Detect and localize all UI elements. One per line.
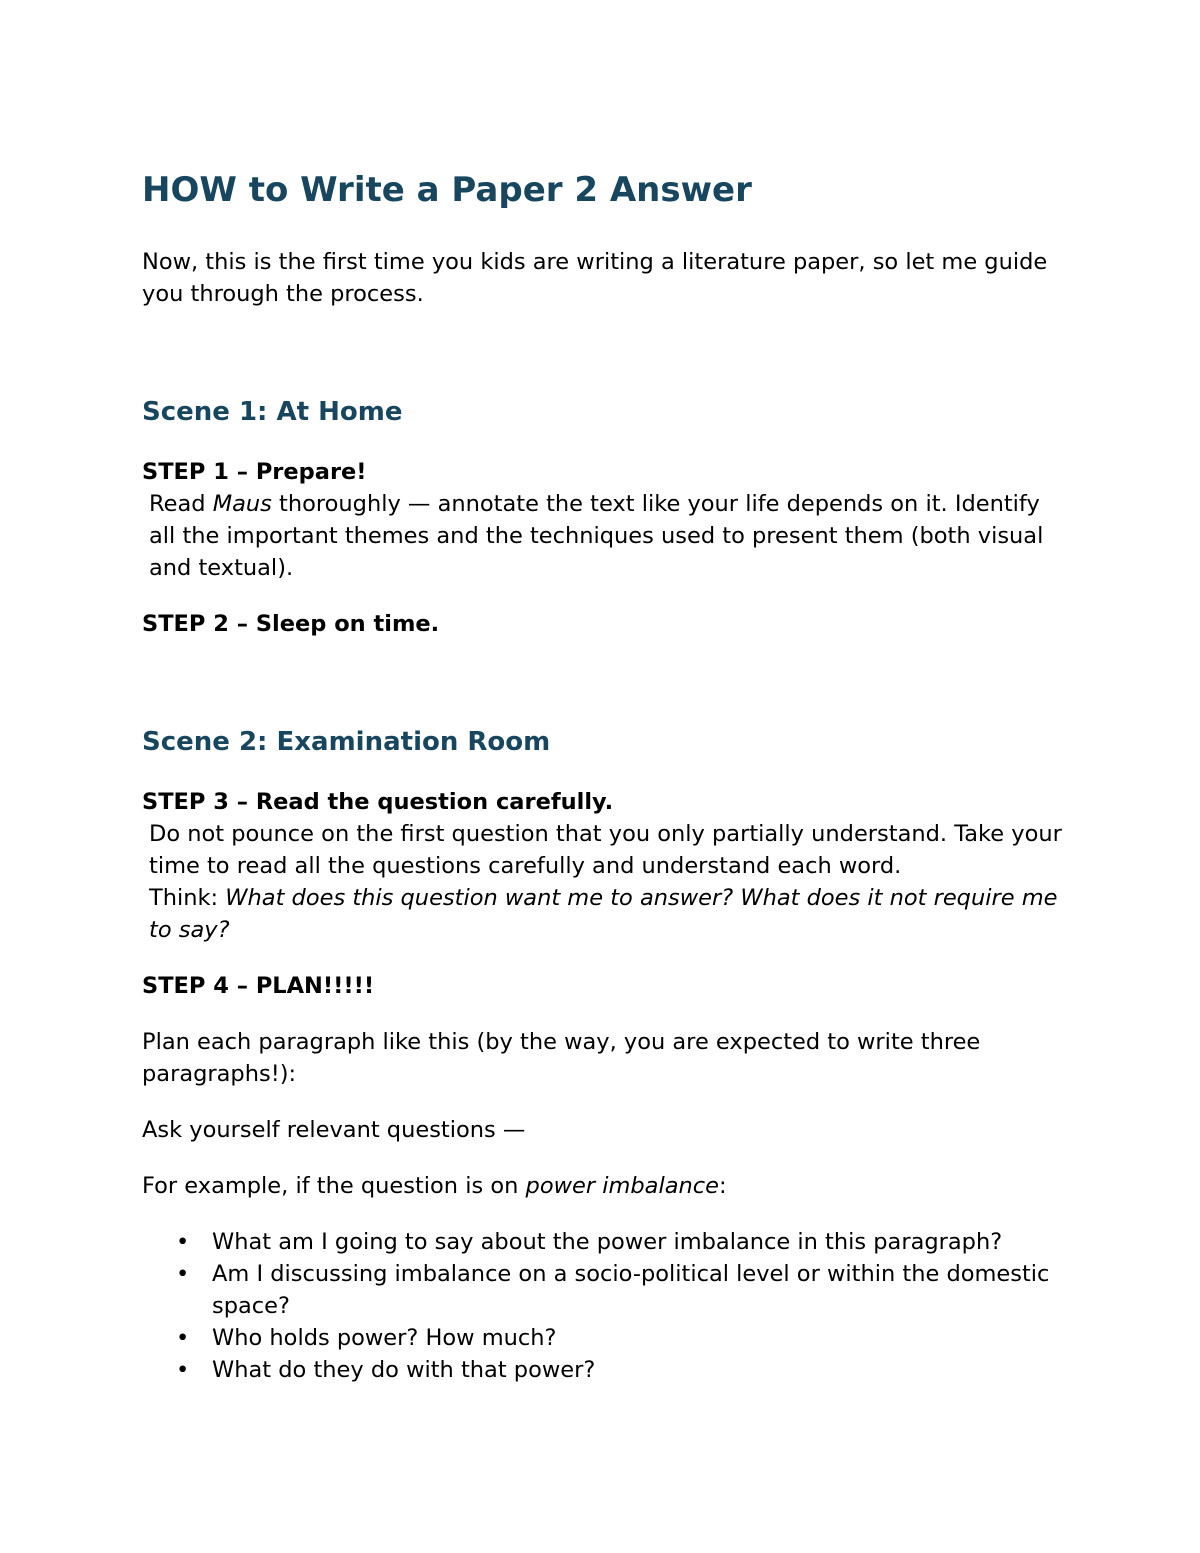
bullet-icon: • (176, 1229, 190, 1255)
step-1-body (142, 488, 1072, 584)
step-1-block (142, 456, 1072, 584)
step-3-body: Do not pounce on the first question that you only partially understand. Take your time to read all the questions carefully and understand each word. (149, 821, 1062, 879)
step-3-think-question: What does this question want me to answer? What does it not require me to say? (149, 885, 1058, 943)
example-pre-text: For example, if the question is on (142, 1173, 526, 1199)
scene-2-heading: Scene 2: Examination Room (142, 727, 551, 757)
list-item (176, 1322, 1072, 1354)
book-title-maus: Maus (212, 491, 272, 517)
step-3-block (142, 786, 1072, 946)
bullet-icon: • (176, 1261, 190, 1287)
step-3-title: STEP 3 – Read the question carefully. (142, 789, 614, 815)
list-item-text: Am I discussing imbalance on a socio-political level or within the domestic space? (212, 1261, 1050, 1319)
step-1-rest-text: thoroughly — annotate the text like your life depends on it. Identify all the important themes and the techniques used to present them (both visual and textual). (149, 491, 1044, 581)
list-item-text: Who holds power? How much? (212, 1325, 557, 1351)
intro-paragraph: Now, this is the first time you kids are writing a literature paper, so let me guide you through the process. (142, 249, 1048, 307)
list-item-text: What am I going to say about the power imbalance in this paragraph? (212, 1229, 1003, 1255)
page-title: HOW to Write a Paper 2 Answer (142, 170, 752, 210)
step-2-block (142, 608, 1072, 640)
step-1-read-text: Read (149, 491, 213, 517)
list-item-text: What do they do with that power? (212, 1357, 596, 1383)
step-3-think (142, 882, 1072, 946)
ask-paragraph: Ask yourself relevant questions — (142, 1117, 526, 1143)
bullet-icon: • (176, 1357, 190, 1383)
list-item (176, 1226, 1072, 1258)
bullet-icon: • (176, 1325, 190, 1351)
example-topic: power imbalance (525, 1173, 719, 1199)
list-item (176, 1354, 1072, 1386)
scene-1-heading: Scene 1: At Home (142, 397, 403, 427)
example-post-text: : (718, 1173, 727, 1199)
example-paragraph (142, 1170, 1072, 1202)
plan-paragraph: Plan each paragraph like this (by the way, you are expected to write three paragraphs!): (142, 1029, 981, 1087)
step-4-block (142, 970, 1072, 1002)
step-2-title: STEP 2 – Sleep on time. (142, 611, 440, 637)
step-1-title: STEP 1 – Prepare! (142, 459, 367, 485)
question-list (142, 1226, 1072, 1386)
document-page (142, 168, 1072, 1386)
list-item (176, 1258, 1072, 1322)
step-3-think-label: Think: (149, 885, 226, 911)
step-4-title: STEP 4 – PLAN!!!!! (142, 973, 375, 999)
